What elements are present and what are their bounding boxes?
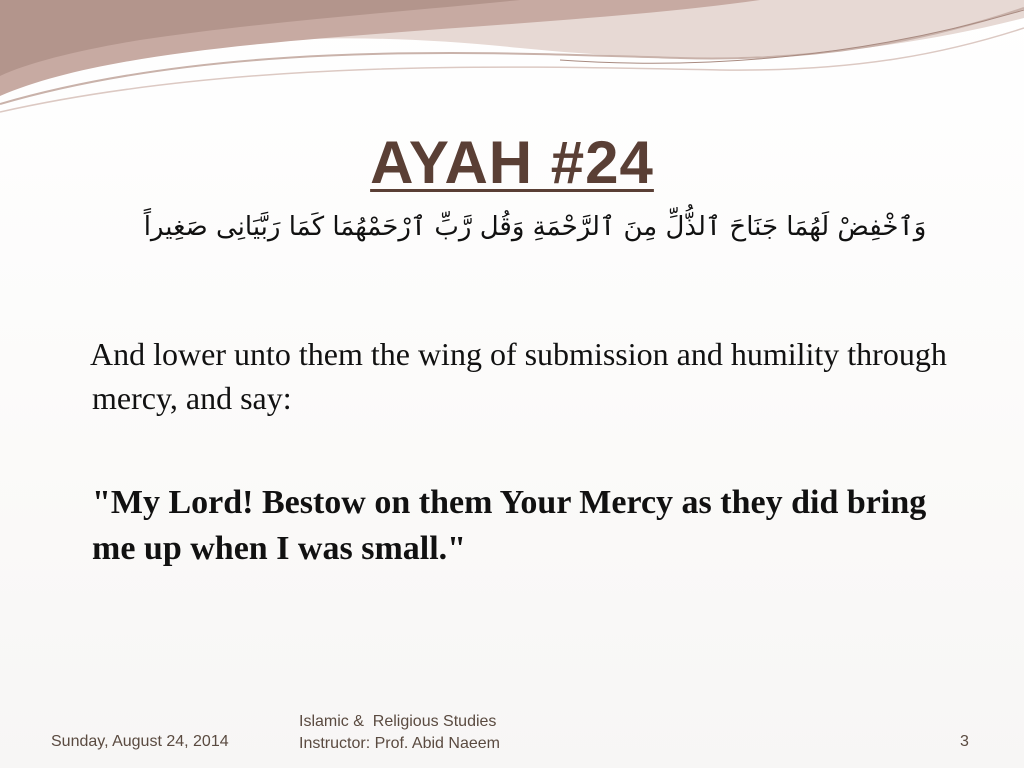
translation-text: And lower unto them the wing of submission and humility through mercy, and say: — [90, 336, 947, 416]
footer-course: Islamic & Religious Studies — [299, 713, 497, 730]
header-swoosh-decoration — [0, 0, 1024, 120]
footer-instructor: Instructor: Prof. Abid Naeem — [299, 735, 500, 752]
footer-course-info — [299, 711, 500, 755]
page-number: 3 — [960, 733, 969, 750]
arabic-verse: وَٱخْفِضْ لَهُمَا جَنَاحَ ٱلذُّلِّ مِنَ ٱلرَّحْمَةِ وَقُل رَّبِّ ٱرْحَمْهُمَا كَمَا رَبَّيَانِى صَغِيراً — [143, 212, 927, 242]
footer-date: Sunday, August 24, 2014 — [51, 733, 229, 750]
slide-title: AYAH #24 — [370, 129, 654, 196]
quote-text: "My Lord! Bestow on them Your Mercy as they did bring me up when I was small." — [92, 484, 927, 567]
